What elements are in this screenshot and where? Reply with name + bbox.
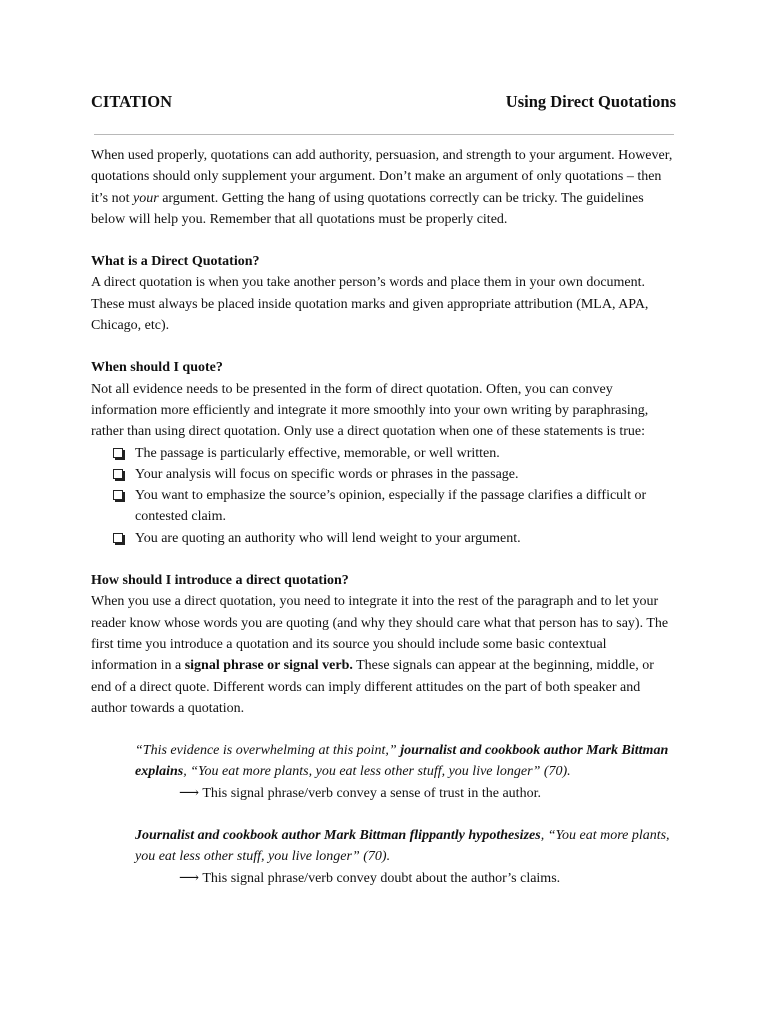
example-quote xyxy=(135,825,676,868)
example-quote xyxy=(135,740,676,783)
section-body-text-1: When you use a direct quotation, you need to integrate it into the rest of the paragraph and to let your reader know whose words you are quoting (and why they should care what that person has to say). The first time you introduce a quotation and its source you should include some basic contextual information in a xyxy=(91,594,669,674)
signal-phrase-term: signal phrase or signal verb. xyxy=(184,658,353,674)
intro-paragraph xyxy=(91,145,676,230)
checkbox-bullet-icon xyxy=(113,490,123,500)
example-quotation-trust xyxy=(91,740,676,804)
section-when-quote xyxy=(91,357,676,549)
section-heading: How should I introduce a direct quotation? xyxy=(91,573,349,589)
checkbox-bullet-icon xyxy=(113,469,123,479)
criteria-list xyxy=(91,443,676,549)
intro-text-1: When used properly, quotations can add authority, persuasion, and strength to your argument. However, quotations should only supplement your argument. Don’t make an argument of only quotations – then it’s not xyxy=(91,148,673,206)
intro-emphasis: your xyxy=(133,190,159,206)
example-note: ⟶ This signal phrase/verb convey a sense of trust in the author. xyxy=(179,785,541,801)
section-what-is xyxy=(91,251,676,336)
header-right-title: Using Direct Quotations xyxy=(505,92,676,111)
section-body-text-2: These signals can appear at the beginning, middle, or end of a direct quote. Different words can imply different attitudes on the part of both speaker and author towards a quotation. xyxy=(91,658,654,716)
checkbox-bullet-icon xyxy=(113,448,123,458)
list-item xyxy=(111,485,676,528)
example-note: ⟶ This signal phrase/verb convey doubt about the author’s claims. xyxy=(179,870,561,886)
checkbox-bullet-icon xyxy=(113,533,123,543)
header-divider xyxy=(94,134,674,135)
section-heading: What is a Direct Quotation? xyxy=(91,254,260,270)
list-item-text: You are quoting an authority who will lend weight to your argument. xyxy=(135,530,521,546)
header-left-title: CITATION xyxy=(91,92,172,111)
section-body xyxy=(91,591,676,719)
list-item-text: The passage is particularly effective, memorable, or well written. xyxy=(135,445,500,461)
document-page xyxy=(91,92,676,889)
section-body: A direct quotation is when you take another person’s words and place them in your own document. These must always be placed inside quotation marks and given appropriate attribution (MLA, APA, Chicago, etc). xyxy=(91,275,649,334)
section-heading: When should I quote? xyxy=(91,360,223,376)
signal-phrase: journalist and cookbook author Mark Bittman explains xyxy=(135,743,669,780)
section-how-introduce xyxy=(91,570,676,719)
page-header xyxy=(91,92,676,118)
example-quotation-doubt xyxy=(91,825,676,889)
list-item xyxy=(111,528,676,549)
list-item xyxy=(111,443,676,464)
list-item-text: You want to emphasize the source’s opinion, especially if the passage clarifies a difficult or contested claim. xyxy=(135,488,647,525)
signal-phrase: Journalist and cookbook author Mark Bittman flippantly hypothesizes xyxy=(135,828,541,844)
list-item-text: Your analysis will focus on specific words or phrases in the passage. xyxy=(135,466,519,482)
quote-text: “This evidence is overwhelming at this point,” xyxy=(135,743,401,759)
section-body: Not all evidence needs to be presented in the form of direct quotation. Often, you can convey information more efficiently and integrate it more smoothly into your own writing by paraphrasing, rather than using direct quotation. Only use a direct quotation when one of these statements is true: xyxy=(91,381,649,440)
quote-text: , “You eat more plants, you eat less other stuff, you live longer” (70). xyxy=(183,764,571,780)
quote-text: , “You eat more plants, you eat less other stuff, you live longer” (70). xyxy=(135,828,670,865)
list-item xyxy=(111,464,676,485)
intro-text-2: argument. Getting the hang of using quotations correctly can be tricky. The guidelines below will help you. Remember that all quotations must be properly cited. xyxy=(91,190,644,227)
